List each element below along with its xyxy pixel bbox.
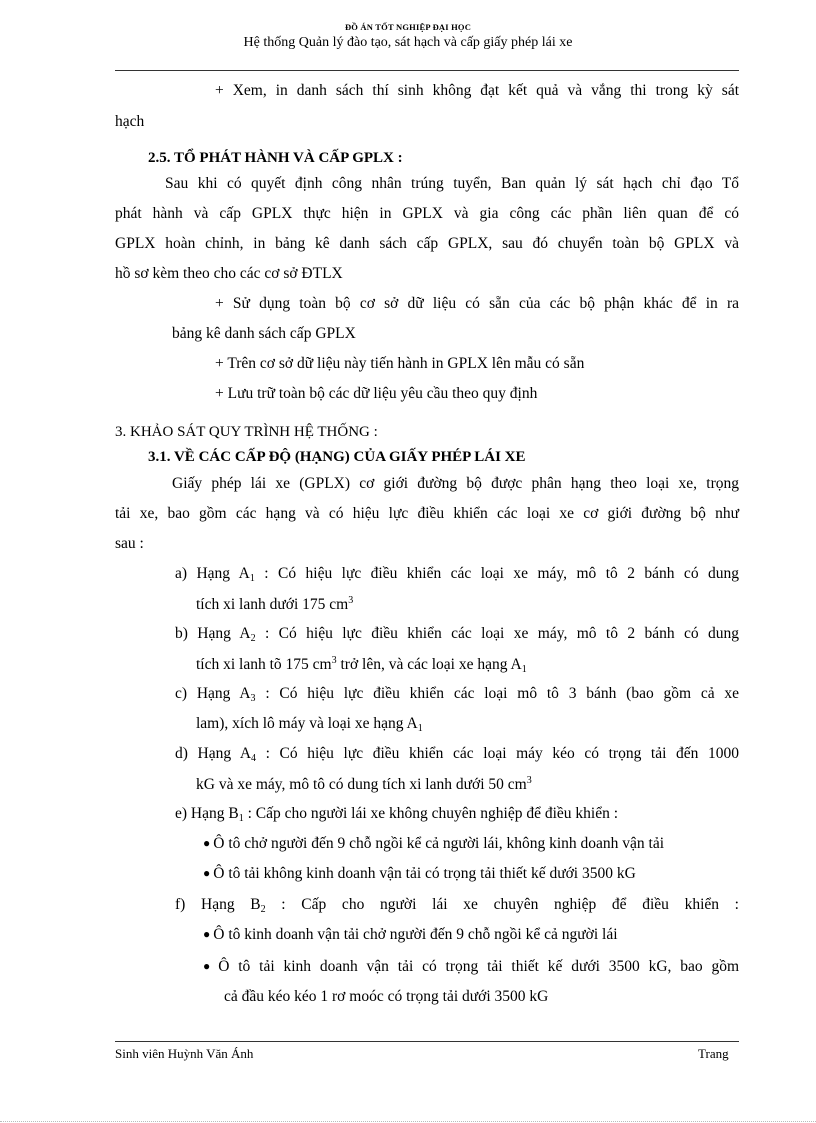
item-a-line1: a) Hạng $A_1$ : Có hiệu lực điều khiển các loại xe máy, mô tô 2 bánh có dung [175,565,739,584]
item-a-line2: tích xi lanh dưới 175 $cm^3$ [196,595,354,613]
item-e-bullet2: ● Ô tô tải không kinh doanh vận tải có trọng tải thiết kế dưới 3500 kG [203,865,636,882]
item-c-line2: lam), xích lô máy và loại xe hạng $A_1$ [196,715,423,734]
para3: + Trên cơ sở dữ liệu này tiến hành in GPLX lên mẫu có sẵn [215,355,585,372]
item-c-line1: c) Hạng $A_3$ : Có hiệu lực điều khiển các loại mô tô 3 bánh (bao gồm cả xe [175,685,740,704]
footer-author: Sinh viên Huỳnh Văn Ánh [115,1046,254,1061]
bullet-icon: ● [203,836,211,850]
item-e-line1: e) Hạng $B_1$ : Cấp cho người lái xe không chuyên nghiệp để điều khiển : [175,805,619,824]
heading-3-1: 3.1. VỀ CÁC CẤP ĐỘ (HẠNG) CỦA GIẤY PHÉP LÁI XE [148,449,526,465]
item-b-line2: tích xi lanh tõ 175 $cm^3$ trở lên, và các loại xe hạng $A_1$ [196,655,527,675]
item-d-line2: kG và xe máy, mô tô có dung tích xi lanh dưới 50 $cm^3$ [196,775,532,793]
para5-line2: tải xe, bao gồm các hạng và có hiệu lực điều khiển các loại xe cơ giới đường bộ như [115,505,739,522]
item-f-line1: f) Hạng $B_2$ : Cấp cho người lái xe chuyên nghiệp để điều khiển : [175,896,739,915]
bullet-icon: ● [203,927,211,941]
item-e-bullet1: ● Ô tô chở người đến 9 chỗ ngồi kể cả người lái, không kinh doanh vận tải [203,835,665,852]
section-3: 3. KHẢO SÁT QUY TRÌNH HỆ THỐNG : [115,424,378,440]
item-d-line1: d) Hạng $A_4$ : Có hiệu lực điều khiển các loại máy kéo có trọng tải đến 1000 [175,745,739,764]
line-hach: hạch [115,113,145,130]
line-xem-in: + Xem, in danh sách thí sinh không đạt kết quả và vắng thi trong kỳ sát [215,82,739,99]
header-school: ĐỒ ÁN TỐT NGHIỆP ĐẠI HỌC [344,22,472,32]
page-bottom-edge [0,1121,816,1122]
footer-rule [115,1041,739,1042]
bullet-icon: ● [203,866,211,880]
footer-page-label: Trang [698,1046,729,1061]
item-f-bullet1: ● Ô tô kinh doanh vận tải chở người đến 9 chỗ ngồi kể cả người lái [203,926,618,943]
para5-line1: Giấy phép lái xe (GPLX) cơ giới đường bộ được phân hạng theo loại xe, trọng [172,475,739,492]
para1-line1: Sau khi có quyết định công nhân trúng tuyển, Ban quản lý sát hạch chỉ đạo Tổ [165,175,739,192]
bullet-icon: ● [203,959,216,973]
para1-line4: hồ sơ kèm theo cho các cơ sở ĐTLX [115,265,343,282]
para4: + Lưu trữ toàn bộ các dữ liệu yêu cầu theo quy định [215,385,538,402]
para5-line3: sau : [115,535,144,552]
para2-line2: bảng kê danh sách cấp GPLX [172,325,356,342]
item-f-bullet2-cont: cả đầu kéo kéo 1 rơ moóc có trọng tải dưới 3500 kG [224,988,549,1005]
para1-line2: phát hành và cấp GPLX thực hiện in GPLX và gia công các phần liên quan để có [115,205,739,222]
item-b-line1: b) Hạng $A_2$ : Có hiệu lực điều khiển các loại xe máy, mô tô 2 bánh có dung [175,625,740,644]
header-rule [115,70,739,71]
item-f-bullet2: ● Ô tô tải kinh doanh vận tải có trọng tải thiết kế dưới 3500 kG, bao gồm [203,958,740,975]
header-title: Hệ thống Quản lý đào tạo, sát hạch và cấp giấy phép lái xe [243,35,573,50]
heading-2-5: 2.5. TỔ PHÁT HÀNH VÀ CẤP GPLX : [148,150,403,166]
para1-line3: GPLX hoàn chỉnh, in bảng kê danh sách cấp GPLX, sau đó chuyển toàn bộ GPLX và [115,235,739,252]
para2-line1: + Sử dụng toàn bộ cơ sở dữ liệu có sẵn của các bộ phận khác để in ra [215,295,739,312]
